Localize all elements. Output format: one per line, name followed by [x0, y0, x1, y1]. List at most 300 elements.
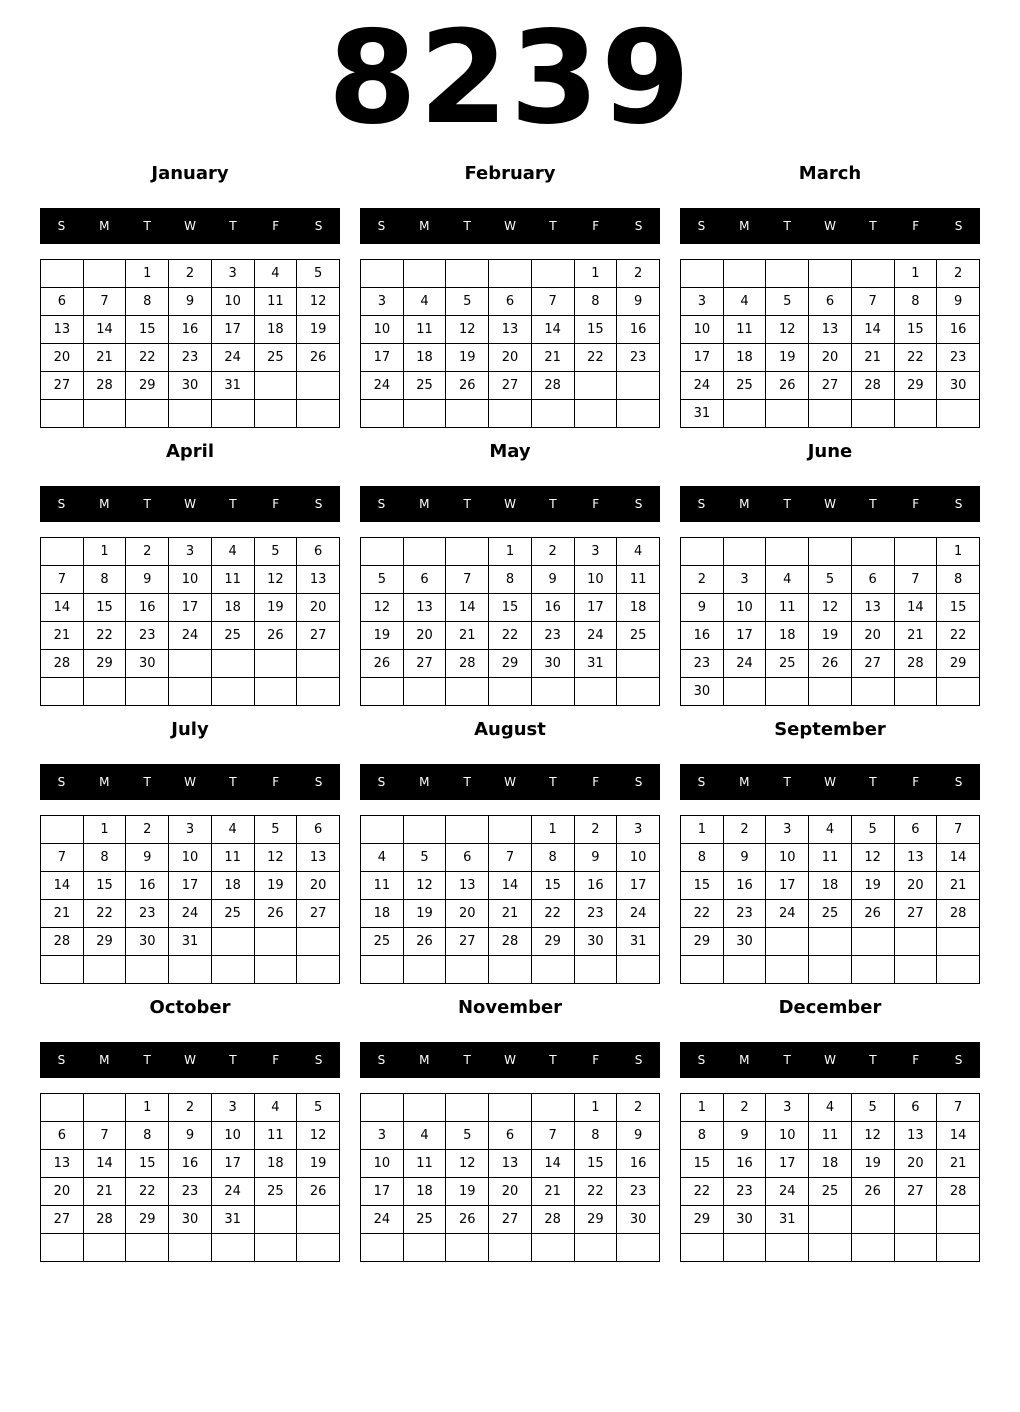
- day-cell: 7: [83, 1122, 126, 1150]
- day-grid: [680, 537, 980, 706]
- day-cell: 25: [254, 344, 297, 372]
- day-cell: 13: [297, 844, 340, 872]
- day-cell: 9: [617, 288, 660, 316]
- day-cell: [809, 678, 852, 706]
- week-row: [361, 316, 660, 344]
- weekday-label: S: [634, 1053, 643, 1067]
- day-cell: 10: [361, 1150, 404, 1178]
- weekday-label: W: [504, 219, 516, 233]
- day-cell: [894, 928, 937, 956]
- day-cell: 19: [766, 344, 809, 372]
- day-cell: [403, 538, 446, 566]
- day-cell: 22: [83, 622, 126, 650]
- day-cell: 12: [809, 594, 852, 622]
- day-cell: 26: [403, 928, 446, 956]
- week-row: [681, 1122, 980, 1150]
- weekday-label: W: [504, 775, 516, 789]
- day-cell: 23: [617, 344, 660, 372]
- day-cell: 2: [574, 816, 617, 844]
- day-cell: 3: [361, 288, 404, 316]
- day-cell: 25: [766, 650, 809, 678]
- day-grid: [360, 259, 660, 428]
- day-cell: [41, 260, 84, 288]
- week-row: [361, 816, 660, 844]
- month-title: December: [778, 997, 882, 1018]
- day-cell: 27: [446, 928, 489, 956]
- month-title: October: [149, 997, 231, 1018]
- day-cell: [489, 956, 532, 984]
- day-cell: 11: [809, 844, 852, 872]
- weekday-label: M: [739, 1053, 750, 1067]
- day-cell: [83, 678, 126, 706]
- day-cell: [766, 678, 809, 706]
- day-cell: 9: [531, 566, 574, 594]
- weekday-label: W: [504, 497, 516, 511]
- day-cell: 26: [254, 622, 297, 650]
- day-cell: 5: [851, 1094, 894, 1122]
- day-cell: 31: [681, 400, 724, 428]
- day-cell: [851, 260, 894, 288]
- day-cell: [681, 260, 724, 288]
- day-cell: [531, 400, 574, 428]
- day-cell: 24: [169, 900, 212, 928]
- week-row: [41, 288, 340, 316]
- day-cell: 27: [809, 372, 852, 400]
- day-cell: 12: [766, 316, 809, 344]
- day-cell: 22: [531, 900, 574, 928]
- day-cell: 14: [937, 844, 980, 872]
- day-cell: 5: [403, 844, 446, 872]
- day-grid: [40, 1093, 340, 1262]
- day-cell: 21: [937, 1150, 980, 1178]
- weekday-header-bar: [680, 1042, 980, 1078]
- day-cell: [851, 678, 894, 706]
- day-cell: [403, 260, 446, 288]
- day-cell: 14: [894, 594, 937, 622]
- day-cell: [297, 650, 340, 678]
- day-cell: 18: [766, 622, 809, 650]
- weekday-label: T: [143, 775, 151, 789]
- day-cell: 1: [681, 816, 724, 844]
- day-cell: 27: [489, 372, 532, 400]
- day-cell: [894, 1206, 937, 1234]
- day-cell: 24: [211, 344, 254, 372]
- week-row: [361, 1206, 660, 1234]
- day-grid: [680, 815, 980, 984]
- day-cell: 11: [403, 1150, 446, 1178]
- weekday-label: S: [377, 219, 386, 233]
- day-cell: 18: [723, 344, 766, 372]
- day-cell: 18: [809, 1150, 852, 1178]
- week-row: [41, 1094, 340, 1122]
- weekday-label: M: [99, 775, 110, 789]
- day-cell: 18: [211, 594, 254, 622]
- weekday-label: T: [783, 775, 791, 789]
- week-row: [361, 872, 660, 900]
- day-cell: [446, 400, 489, 428]
- day-cell: 19: [851, 872, 894, 900]
- day-cell: [446, 260, 489, 288]
- weekday-label: S: [314, 497, 323, 511]
- day-cell: [83, 260, 126, 288]
- day-cell: [361, 1234, 404, 1262]
- day-cell: 20: [403, 622, 446, 650]
- day-cell: 11: [254, 1122, 297, 1150]
- day-cell: [894, 678, 937, 706]
- day-cell: 19: [446, 1178, 489, 1206]
- weekday-label: F: [272, 219, 280, 233]
- day-cell: [169, 650, 212, 678]
- day-cell: [809, 400, 852, 428]
- day-cell: 1: [489, 538, 532, 566]
- day-cell: 5: [851, 816, 894, 844]
- day-cell: 28: [531, 372, 574, 400]
- day-cell: 8: [489, 566, 532, 594]
- day-cell: 7: [531, 1122, 574, 1150]
- day-cell: 6: [894, 1094, 937, 1122]
- weekday-label: S: [57, 219, 66, 233]
- day-cell: [446, 1094, 489, 1122]
- day-cell: 22: [574, 1178, 617, 1206]
- day-cell: 21: [937, 872, 980, 900]
- day-cell: 14: [446, 594, 489, 622]
- day-cell: 29: [681, 928, 724, 956]
- day-cell: [531, 1094, 574, 1122]
- week-row: [681, 678, 980, 706]
- week-row: [361, 1122, 660, 1150]
- day-cell: 14: [489, 872, 532, 900]
- day-cell: 21: [41, 900, 84, 928]
- day-cell: 8: [894, 288, 937, 316]
- week-row: [41, 260, 340, 288]
- day-cell: [766, 400, 809, 428]
- day-cell: 28: [83, 1206, 126, 1234]
- day-cell: [766, 1234, 809, 1262]
- week-row: [681, 816, 980, 844]
- weekday-label: M: [419, 219, 430, 233]
- week-row: [41, 900, 340, 928]
- weekday-label: S: [57, 775, 66, 789]
- day-cell: 17: [361, 1178, 404, 1206]
- day-cell: 17: [681, 344, 724, 372]
- day-cell: [574, 372, 617, 400]
- day-cell: 30: [126, 650, 169, 678]
- week-row: [361, 400, 660, 428]
- day-cell: 19: [446, 344, 489, 372]
- day-cell: 15: [531, 872, 574, 900]
- day-cell: 21: [531, 1178, 574, 1206]
- week-row: [681, 1150, 980, 1178]
- day-cell: 25: [809, 900, 852, 928]
- day-cell: 22: [894, 344, 937, 372]
- week-row: [41, 1178, 340, 1206]
- day-cell: [489, 260, 532, 288]
- weekday-label: M: [739, 497, 750, 511]
- day-cell: 16: [617, 316, 660, 344]
- day-cell: 20: [297, 594, 340, 622]
- day-cell: 5: [446, 1122, 489, 1150]
- day-cell: [361, 678, 404, 706]
- day-cell: [297, 678, 340, 706]
- weekday-label: S: [314, 219, 323, 233]
- weekday-label: T: [143, 497, 151, 511]
- weekday-label: W: [824, 497, 836, 511]
- day-cell: 24: [169, 622, 212, 650]
- day-cell: 23: [681, 650, 724, 678]
- day-cell: [446, 538, 489, 566]
- day-cell: 5: [254, 816, 297, 844]
- day-grid: [360, 537, 660, 706]
- day-cell: 27: [297, 900, 340, 928]
- weekday-header-bar: [680, 208, 980, 244]
- day-cell: 17: [766, 872, 809, 900]
- weekday-header-bar: [680, 486, 980, 522]
- weekday-label: T: [869, 1053, 877, 1067]
- day-cell: 17: [211, 316, 254, 344]
- day-cell: 6: [809, 288, 852, 316]
- day-cell: 1: [126, 1094, 169, 1122]
- day-grid: [40, 815, 340, 984]
- day-cell: 6: [297, 816, 340, 844]
- day-cell: 18: [211, 872, 254, 900]
- day-cell: 11: [254, 288, 297, 316]
- weekday-label: M: [419, 775, 430, 789]
- day-cell: [361, 956, 404, 984]
- weekday-label: M: [419, 1053, 430, 1067]
- weekday-label: S: [57, 497, 66, 511]
- weekday-header-bar: [680, 764, 980, 800]
- day-cell: [169, 1234, 212, 1262]
- weekday-label: T: [783, 219, 791, 233]
- day-cell: 31: [169, 928, 212, 956]
- day-cell: 15: [681, 872, 724, 900]
- day-cell: 5: [297, 1094, 340, 1122]
- week-row: [681, 538, 980, 566]
- day-cell: [574, 678, 617, 706]
- day-cell: 4: [617, 538, 660, 566]
- weekday-header-bar: [40, 208, 340, 244]
- day-cell: 16: [169, 1150, 212, 1178]
- day-cell: 14: [937, 1122, 980, 1150]
- day-cell: 3: [211, 260, 254, 288]
- day-cell: [254, 400, 297, 428]
- day-cell: 22: [489, 622, 532, 650]
- day-cell: 17: [617, 872, 660, 900]
- week-row: [361, 1094, 660, 1122]
- day-cell: 13: [446, 872, 489, 900]
- day-cell: 1: [126, 260, 169, 288]
- weekday-label: S: [697, 497, 706, 511]
- day-cell: 2: [169, 260, 212, 288]
- day-cell: 19: [361, 622, 404, 650]
- week-row: [681, 566, 980, 594]
- day-cell: 30: [937, 372, 980, 400]
- day-cell: 3: [766, 1094, 809, 1122]
- day-cell: 13: [489, 316, 532, 344]
- day-cell: [937, 1234, 980, 1262]
- weekday-label: W: [184, 1053, 196, 1067]
- day-cell: 1: [83, 538, 126, 566]
- day-cell: 12: [403, 872, 446, 900]
- day-cell: 15: [894, 316, 937, 344]
- day-cell: 19: [403, 900, 446, 928]
- day-cell: 27: [41, 1206, 84, 1234]
- month-title: July: [171, 719, 209, 740]
- day-cell: 28: [41, 928, 84, 956]
- day-cell: 7: [531, 288, 574, 316]
- day-cell: 18: [254, 1150, 297, 1178]
- day-cell: 13: [41, 1150, 84, 1178]
- day-cell: 14: [851, 316, 894, 344]
- day-cell: 26: [851, 1178, 894, 1206]
- weekday-label: M: [419, 497, 430, 511]
- day-cell: 2: [126, 816, 169, 844]
- day-cell: [446, 956, 489, 984]
- day-cell: 8: [126, 1122, 169, 1150]
- week-row: [681, 928, 980, 956]
- week-row: [41, 538, 340, 566]
- day-cell: 24: [681, 372, 724, 400]
- day-cell: 10: [681, 316, 724, 344]
- day-cell: 26: [766, 372, 809, 400]
- week-row: [681, 956, 980, 984]
- day-cell: [851, 1234, 894, 1262]
- day-cell: 18: [403, 1178, 446, 1206]
- day-cell: 28: [937, 900, 980, 928]
- week-row: [361, 344, 660, 372]
- weekday-header-bar: [40, 764, 340, 800]
- day-cell: 20: [809, 344, 852, 372]
- day-cell: 8: [681, 1122, 724, 1150]
- day-cell: 22: [83, 900, 126, 928]
- day-cell: 6: [41, 1122, 84, 1150]
- day-cell: 25: [403, 372, 446, 400]
- day-cell: 30: [169, 372, 212, 400]
- week-row: [681, 1206, 980, 1234]
- day-cell: [531, 956, 574, 984]
- day-cell: 9: [574, 844, 617, 872]
- day-cell: 25: [809, 1178, 852, 1206]
- day-cell: 24: [211, 1178, 254, 1206]
- week-row: [361, 678, 660, 706]
- day-cell: 2: [169, 1094, 212, 1122]
- day-cell: [809, 928, 852, 956]
- day-cell: [403, 816, 446, 844]
- day-cell: 3: [574, 538, 617, 566]
- weekday-label: S: [634, 497, 643, 511]
- weekday-label: S: [954, 1053, 963, 1067]
- day-cell: 5: [766, 288, 809, 316]
- day-cell: 30: [169, 1206, 212, 1234]
- day-cell: 30: [723, 928, 766, 956]
- weekday-label: W: [184, 497, 196, 511]
- day-cell: 14: [41, 872, 84, 900]
- day-cell: 23: [937, 344, 980, 372]
- day-cell: 15: [83, 872, 126, 900]
- day-cell: 3: [681, 288, 724, 316]
- week-row: [41, 1122, 340, 1150]
- day-cell: 16: [617, 1150, 660, 1178]
- day-cell: 20: [851, 622, 894, 650]
- weekday-label: T: [869, 497, 877, 511]
- day-cell: 22: [681, 900, 724, 928]
- day-cell: 7: [489, 844, 532, 872]
- day-cell: 24: [617, 900, 660, 928]
- day-cell: 13: [489, 1150, 532, 1178]
- day-cell: [41, 400, 84, 428]
- day-cell: [809, 1206, 852, 1234]
- day-cell: 16: [937, 316, 980, 344]
- day-cell: 15: [937, 594, 980, 622]
- weekday-label: W: [824, 1053, 836, 1067]
- week-row: [41, 622, 340, 650]
- day-cell: 8: [681, 844, 724, 872]
- day-cell: 2: [126, 538, 169, 566]
- weekday-label: T: [463, 219, 471, 233]
- weekday-label: T: [869, 775, 877, 789]
- weekday-label: S: [314, 775, 323, 789]
- day-cell: 12: [297, 288, 340, 316]
- weekday-header-bar: [40, 1042, 340, 1078]
- day-cell: [361, 538, 404, 566]
- day-cell: [83, 1234, 126, 1262]
- day-cell: [297, 1234, 340, 1262]
- day-cell: [361, 400, 404, 428]
- day-cell: 10: [211, 288, 254, 316]
- week-row: [361, 1150, 660, 1178]
- day-cell: [809, 956, 852, 984]
- weekday-label: F: [272, 497, 280, 511]
- weekday-label: T: [549, 1053, 557, 1067]
- week-row: [361, 1234, 660, 1262]
- day-cell: 13: [894, 1122, 937, 1150]
- weekday-label: T: [549, 775, 557, 789]
- week-row: [361, 372, 660, 400]
- weekday-label: T: [463, 497, 471, 511]
- day-cell: 8: [83, 844, 126, 872]
- day-cell: [574, 400, 617, 428]
- day-cell: 11: [403, 316, 446, 344]
- day-cell: 20: [446, 900, 489, 928]
- day-cell: [894, 538, 937, 566]
- week-row: [681, 1094, 980, 1122]
- day-cell: [851, 928, 894, 956]
- weekday-header-bar: [40, 486, 340, 522]
- day-cell: 11: [723, 316, 766, 344]
- day-cell: [574, 956, 617, 984]
- day-cell: 6: [41, 288, 84, 316]
- week-row: [41, 956, 340, 984]
- day-cell: 31: [617, 928, 660, 956]
- day-cell: 5: [361, 566, 404, 594]
- weekday-label: S: [954, 497, 963, 511]
- day-cell: 12: [361, 594, 404, 622]
- week-row: [681, 594, 980, 622]
- day-cell: 29: [681, 1206, 724, 1234]
- day-cell: 26: [446, 372, 489, 400]
- day-cell: 4: [254, 260, 297, 288]
- day-cell: 12: [851, 1122, 894, 1150]
- day-cell: 3: [169, 816, 212, 844]
- day-cell: [851, 1206, 894, 1234]
- week-row: [361, 956, 660, 984]
- day-cell: [937, 678, 980, 706]
- day-cell: 2: [937, 260, 980, 288]
- day-cell: 27: [297, 622, 340, 650]
- day-cell: 10: [617, 844, 660, 872]
- weekday-label: F: [272, 1053, 280, 1067]
- day-cell: 13: [403, 594, 446, 622]
